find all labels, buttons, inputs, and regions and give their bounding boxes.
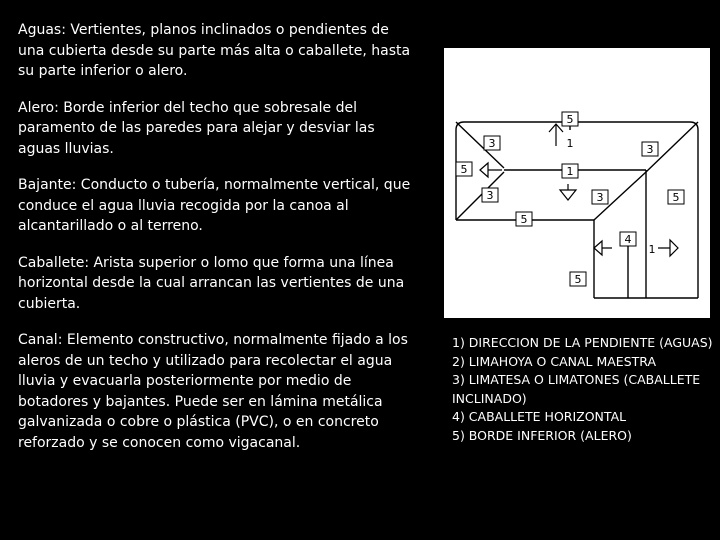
svg-text:4: 4	[624, 233, 632, 246]
definition-caballete: Caballete: Arista superior o lomo que forma una línea horizontal desde la cual arrancan las vertientes de una cubierta.	[18, 254, 405, 312]
svg-text:5: 5	[672, 191, 680, 204]
legend-item-2: 2) LIMAHOYA O CANAL MAESTRA	[452, 353, 656, 369]
svg-text:1: 1	[566, 137, 574, 150]
label-3-right-top	[642, 142, 658, 156]
svg-text:1: 1	[648, 243, 656, 256]
label-3-left-bottom	[482, 188, 498, 202]
svg-text:3: 3	[486, 189, 494, 202]
definition-bajante: Bajante: Conducto o tubería, normalmente vertical, que conduce el agua lluvia recogida por la canoa al alcantarillado o al terreno.	[18, 177, 411, 234]
definition-aguas: Aguas: Vertientes, planos inclinados o pendientes de una cubierta desde su parte más alta o caballete, hasta su parte inferior o alero.	[18, 22, 411, 79]
legend-item-4: 4) CABALLETE HORIZONTAL	[452, 409, 627, 424]
svg-text:3: 3	[646, 143, 654, 156]
svg-text:1: 1	[566, 165, 574, 178]
label-5-right	[668, 190, 684, 204]
label-1-ridge	[562, 164, 578, 178]
label-5-bottom	[570, 272, 586, 286]
legend-item-3: 3) LIMATESA O LIMATONES (CABALLETE INCLINADO)	[452, 372, 701, 406]
label-5-inner	[516, 212, 532, 226]
legend-item-1: 1) DIRECCION DE LA PENDIENTE (AGUAS)	[452, 335, 713, 350]
legend-item-5: 5) BORDE INFERIOR (ALERO)	[452, 427, 632, 443]
label-1-arrow-up	[567, 137, 574, 150]
definition-canal: Canal: Elemento constructivo, normalmente fijado a los aleros de un techo y utilizado para recolectar el agua lluvia y evacuarla posteriormente por medio de botadores y bajantes. Puede ser en lámina metálica galvanizada o cobre o plástica (PVC), o en concreto reforzado y se conocen como vigacanal.	[18, 332, 408, 451]
svg-text:3: 3	[596, 191, 604, 204]
svg-text:5: 5	[566, 113, 574, 126]
label-1-right	[649, 243, 656, 256]
svg-text:5: 5	[520, 213, 528, 226]
svg-text:5: 5	[460, 163, 468, 176]
label-3-left-top	[484, 136, 500, 150]
label-4	[620, 232, 636, 246]
label-5-top	[562, 112, 578, 126]
definitions-list	[18, 20, 418, 453]
roof-plan-diagram	[444, 48, 710, 318]
label-5-left	[456, 162, 472, 176]
legend	[452, 334, 714, 445]
svg-text:3: 3	[488, 137, 496, 150]
svg-text:5: 5	[574, 273, 582, 286]
definition-alero: Alero: Borde inferior del techo que sobresale del paramento de las paredes para alejar y desviar las aguas lluvias.	[18, 99, 375, 157]
label-3-valley	[592, 190, 608, 204]
